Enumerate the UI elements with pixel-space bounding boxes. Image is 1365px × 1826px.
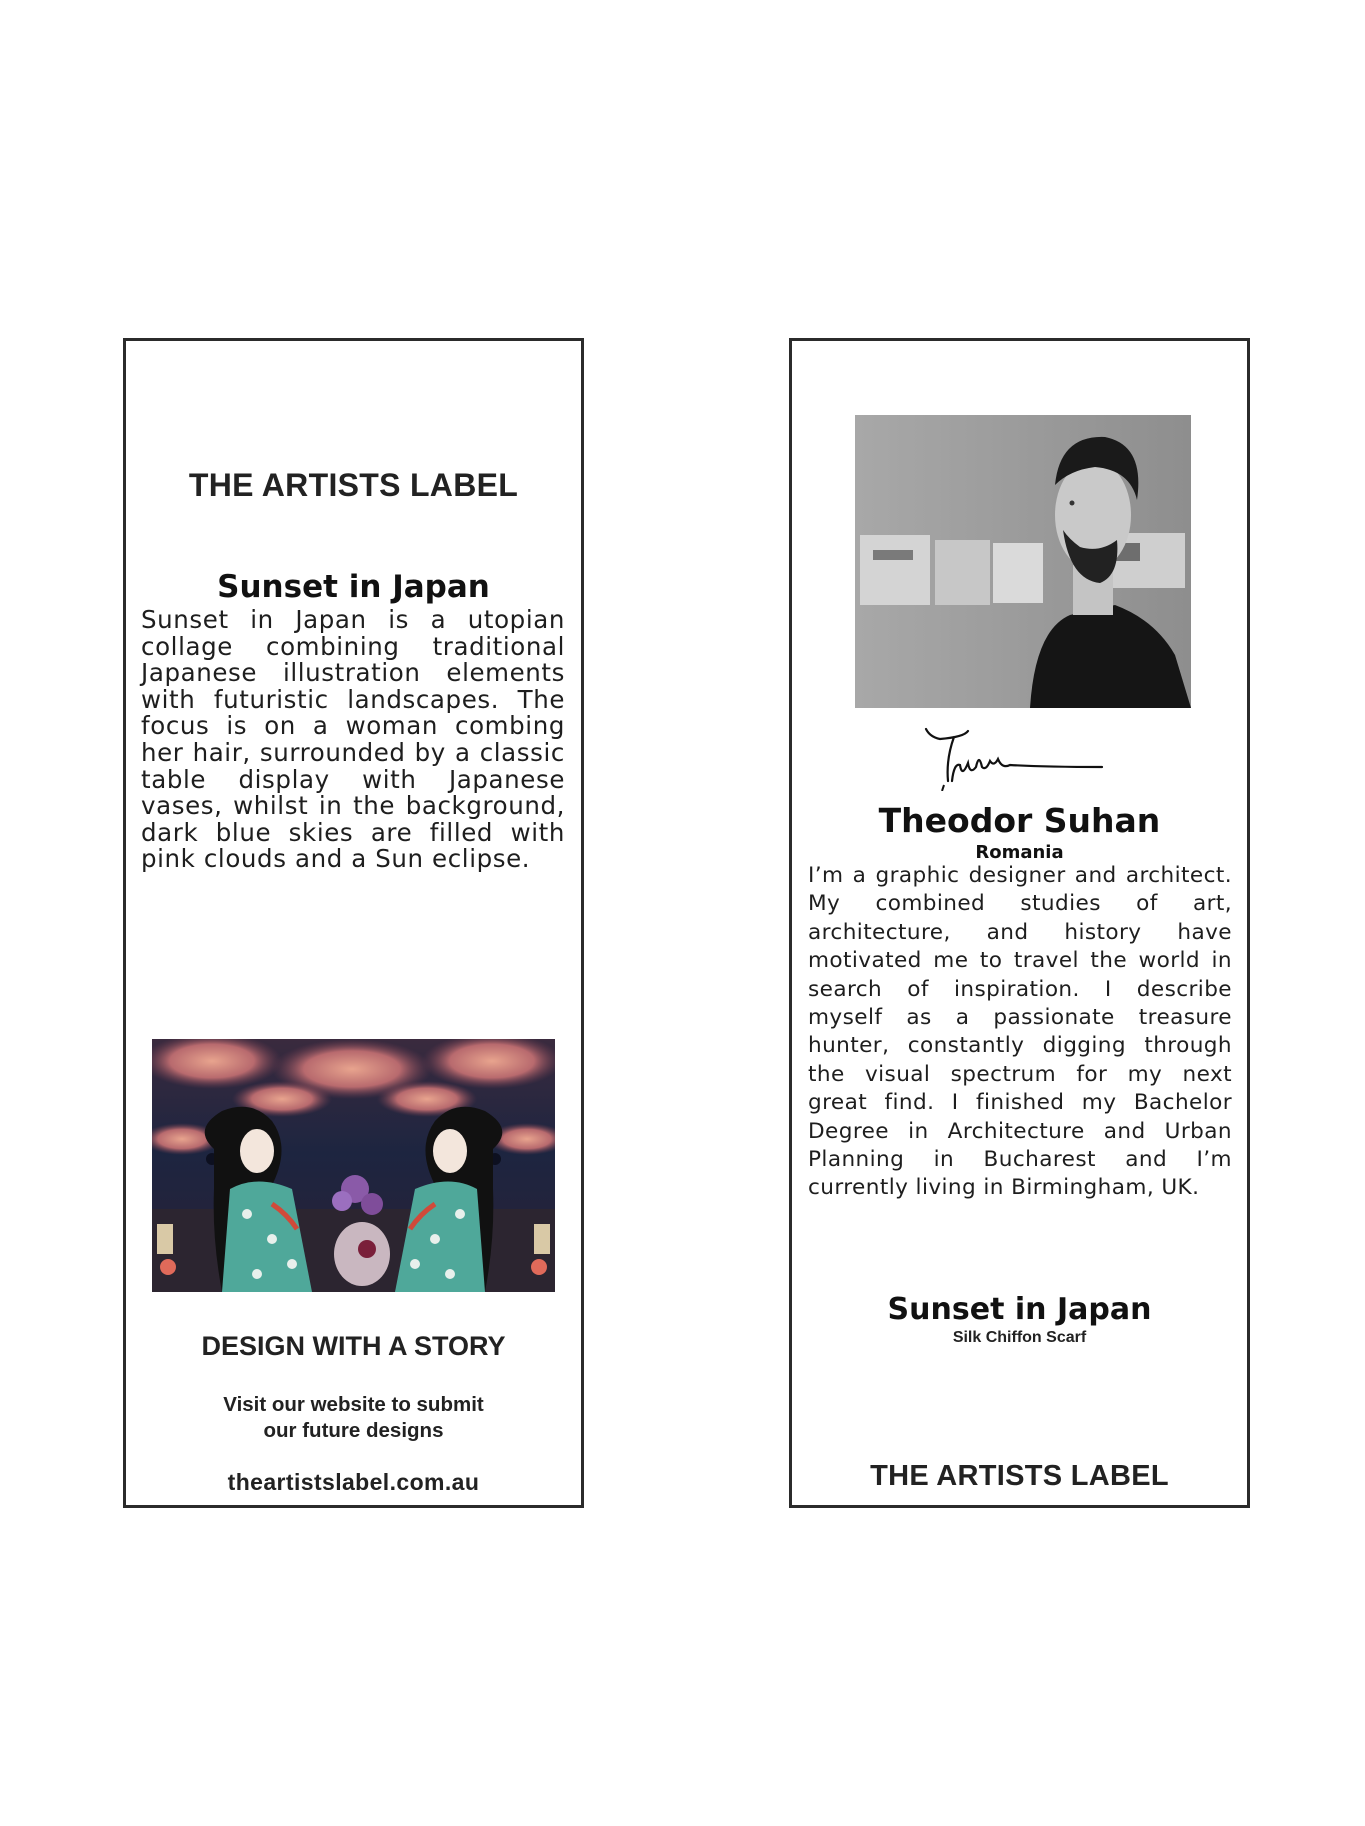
artist-country: Romania xyxy=(975,842,1064,863)
portrait-photo-graphic xyxy=(855,415,1191,708)
brand-heading: THE ARTISTS LABEL xyxy=(188,467,519,503)
product-title: Sunset in Japan xyxy=(887,1292,1152,1327)
artwork-image xyxy=(152,1039,555,1292)
submit-line-1: Visit our website to submit xyxy=(223,1393,484,1416)
brand-footer: THE ARTISTS LABEL xyxy=(870,1460,1169,1492)
artist-name: Theodor Suhan xyxy=(878,801,1161,840)
artist-bio: I’m a graphic designer and architect. My combined studies of art, architecture, and history have motivated me to travel the world in search of inspiration. I describe myself as a passionate treasure hunter, constantly digging through the visual spectrum for my next great find. I finished my Bachelor Degree in Architecture and Urban Planning in Bucharest and I’m currently living in Birmingham, UK. xyxy=(808,863,1232,1201)
artwork-description-card xyxy=(123,338,584,1508)
design-title: Sunset in Japan xyxy=(217,569,490,605)
submit-message xyxy=(186,1392,521,1444)
submit-line-2: our future designs xyxy=(263,1419,444,1442)
artist-portrait xyxy=(855,415,1191,708)
artist-bio-card xyxy=(789,338,1250,1508)
product-subtitle: Silk Chiffon Scarf xyxy=(952,1329,1087,1346)
website-url: theartistslabel.com.au xyxy=(227,1469,480,1495)
artist-signature xyxy=(924,723,1104,791)
artwork-collage-graphic xyxy=(152,1039,555,1292)
tagline-heading: DESIGN WITH A STORY xyxy=(201,1331,506,1361)
design-description: Sunset in Japan is a utopian collage combining traditional Japanese illustration elements with futuristic landscapes. The focus is on a woman combing her hair, surrounded by a classic table display with Japanese vases, whilst in the background, dark blue skies are filled with pink clouds and a Sun eclipse. xyxy=(141,605,565,874)
